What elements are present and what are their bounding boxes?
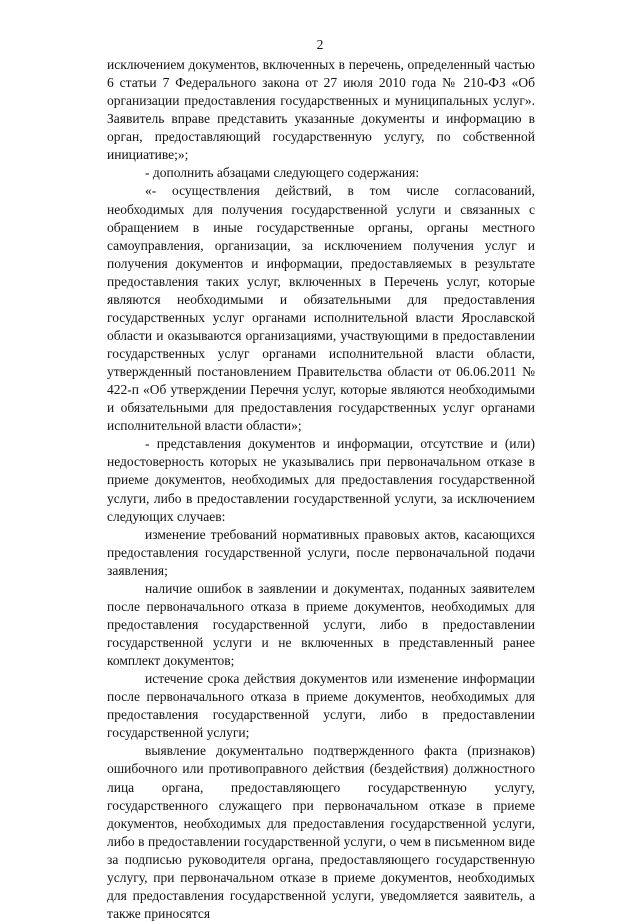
- paragraph-exception-2: наличие ошибок в заявлении и документах, поданных заявителем после первоначального отказа в приеме документов, необходимых для предоставления государственной услуги, либо в предоставлении государственной услуги и не включенных в представленный ранее комплект документов;: [107, 580, 535, 669]
- paragraph-exception-3: истечение срока действия документов или изменение информации после первоначального отказа в приеме документов, необходимых для предоставления государственной услуги, либо в предоставлении государственной услуги;: [107, 671, 535, 741]
- paragraph-documents-clause: - представления документов и информации, отсутствие и (или) недостоверность которых не указывались при первоначальном отказе в приеме документов, необходимых для предоставления государственной услуги, либо в предоставлении государственной услуги, за исключением следующих случаев:: [107, 436, 535, 524]
- paragraph-continuation: исключением документов, включенных в перечень, определенный частью 6 статьи 7 Федерального закона от 27 июля 2010 года № 210-ФЗ «Об организации предоставления государственных и муниципальных услуг». Заявитель вправе представить указанные документы и информацию в орган, предоставляющий государственную услугу, по собственной инициативе;»;: [107, 57, 535, 163]
- paragraph-actions-clause: «- осуществления действий, в том числе согласований, необходимых для получения государственной услуги и связанных с обращением в иные государственные органы, органы местного самоуправления, организации, за исключением получения услуг и получения документов и информации, предоставляемых в результате предоставления таких услуг, включенных в Перечень услуг, которые являются необходимыми и обязательными для предоставления государственных услуг органами исполнительной власти Ярославской области и оказываются организациями, участвующими в предоставлении государственных услуг органами исполнительной власти области, утвержденный постановлением Правительства области от 06.06.2011 № 422-п «Об утверждении Перечня услуг, которые являются необходимыми и обязательными для предоставления государственных услуг органами исполнительной власти области»;: [107, 183, 535, 434]
- paragraph-amendment-intro: - дополнить абзацами следующего содержания:: [145, 165, 420, 181]
- page-number: 2: [316, 37, 324, 52]
- paragraph-exception-1: изменение требований нормативных правовых актов, касающихся предоставления государственной услуги, после первоначальной подачи заявления;: [107, 526, 535, 578]
- paragraph-exception-4: выявление документально подтвержденного факта (признаков) ошибочного или противоправного действия (бездействия) должностного лица органа, предоставляющего государственную услугу, государственного служащего при первоначальном отказе в приеме документов, необходимых для предоставления государственной услуги, либо в предоставлении государственной услуги, о чем в письменном виде за подписью руководителя органа, предоставляющего государственную услугу, при первоначальном отказе в приеме документов, необходимых для предоставления государственной услуги, уведомляется заявитель, а также приносятся: [107, 743, 535, 921]
- document-body: [107, 56, 535, 923]
